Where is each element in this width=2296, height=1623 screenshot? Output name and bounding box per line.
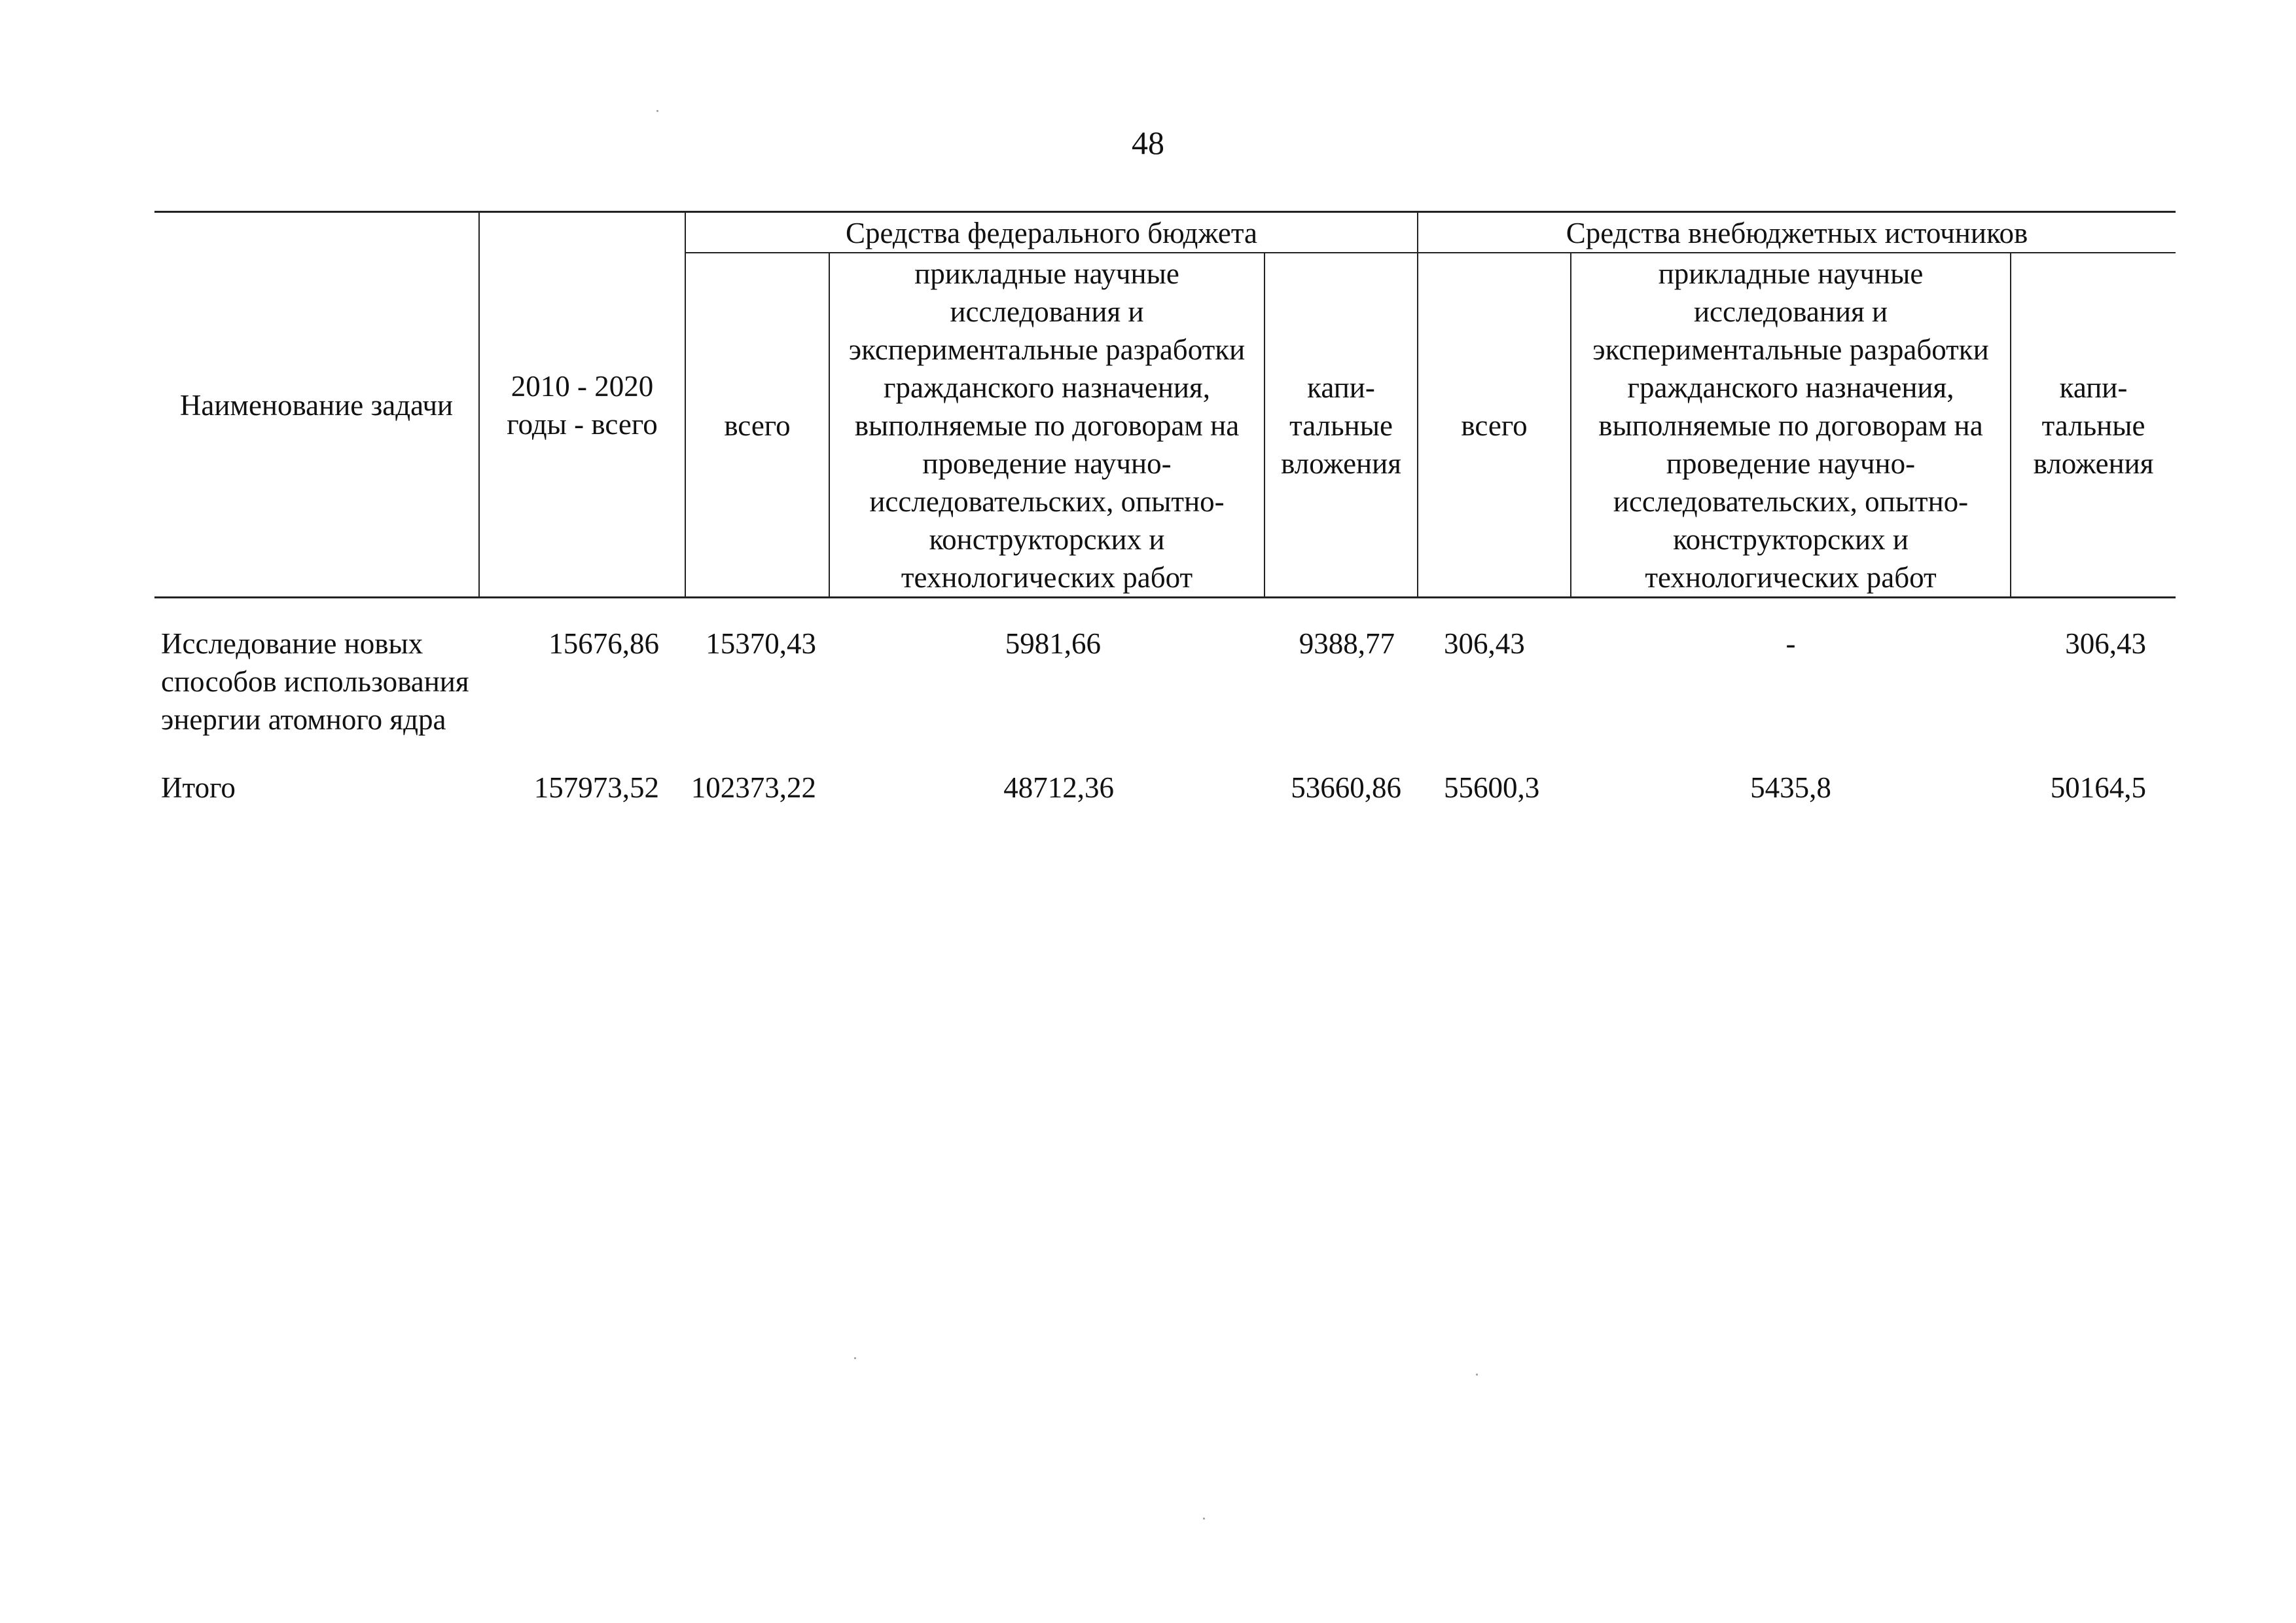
cell-extrabudget-capital: 306,43: [2065, 627, 2147, 660]
cell-extrabudget-rnd: 5435,8: [1750, 771, 1831, 804]
header-federal-rnd: прикладные научные исследования и экспериментальные разработки гражданского назначения, выполняемые по договорам на проведение научно-исследовательских, опытно-конструкторских и технологических работ: [829, 253, 1265, 598]
cell-federal-capital: 53660,86: [1291, 771, 1402, 804]
header-federal-capital: капи-тальные вложения: [1265, 253, 1418, 598]
cell-extrabudget-capital: 50164,5: [2050, 771, 2147, 804]
header-task-name: Наименование задачи: [154, 212, 479, 598]
cell-period-total: 15676,86: [548, 627, 659, 660]
cell-federal-total: 102373,22: [691, 771, 816, 804]
budget-table-container: [154, 211, 2176, 807]
header-period-total: 2010 - 2020 годы - всего: [479, 212, 685, 598]
cell-task-name: Итого: [161, 771, 236, 804]
cell-extrabudget-total: 55600,3: [1444, 771, 1540, 804]
scan-speck: [854, 1357, 856, 1359]
cell-period-total: 157973,52: [533, 771, 659, 804]
cell-federal-capital: 9388,77: [1299, 627, 1395, 660]
scan-speck: [1476, 1374, 1478, 1376]
table-body: [154, 598, 2176, 807]
page-number: 48: [1132, 124, 1164, 161]
table-row: [154, 598, 2176, 769]
cell-federal-total: 15370,43: [706, 627, 816, 660]
cell-extrabudget-rnd: -: [1785, 627, 1796, 660]
cell-extrabudget-total: 306,43: [1444, 627, 1525, 660]
cell-federal-rnd: 48712,36: [1003, 771, 1114, 804]
header-extrabudget-capital: капи-тальные вложения: [2011, 253, 2176, 598]
cell-task-name: Исследование новых способов использования энергии атомного ядра: [161, 627, 469, 736]
table-header: [154, 212, 2176, 598]
header-extrabudget-group: Средства внебюджетных источников: [1418, 212, 2176, 253]
scan-speck: [656, 110, 658, 112]
header-extrabudget-rnd: прикладные научные исследования и экспериментальные разработки гражданского назначения, выполняемые по договорам на проведение научно-исследовательских, опытно-конструкторских и технологических работ: [1571, 253, 2011, 598]
table-row: [154, 769, 2176, 807]
header-extrabudget-total: всего: [1418, 253, 1571, 598]
header-group-row: [154, 212, 2176, 253]
scan-speck: [1203, 1518, 1205, 1520]
header-federal-total: всего: [685, 253, 829, 598]
budget-table: [154, 211, 2176, 807]
cell-federal-rnd: 5981,66: [1005, 627, 1101, 660]
header-federal-group: Средства федерального бюджета: [685, 212, 1418, 253]
